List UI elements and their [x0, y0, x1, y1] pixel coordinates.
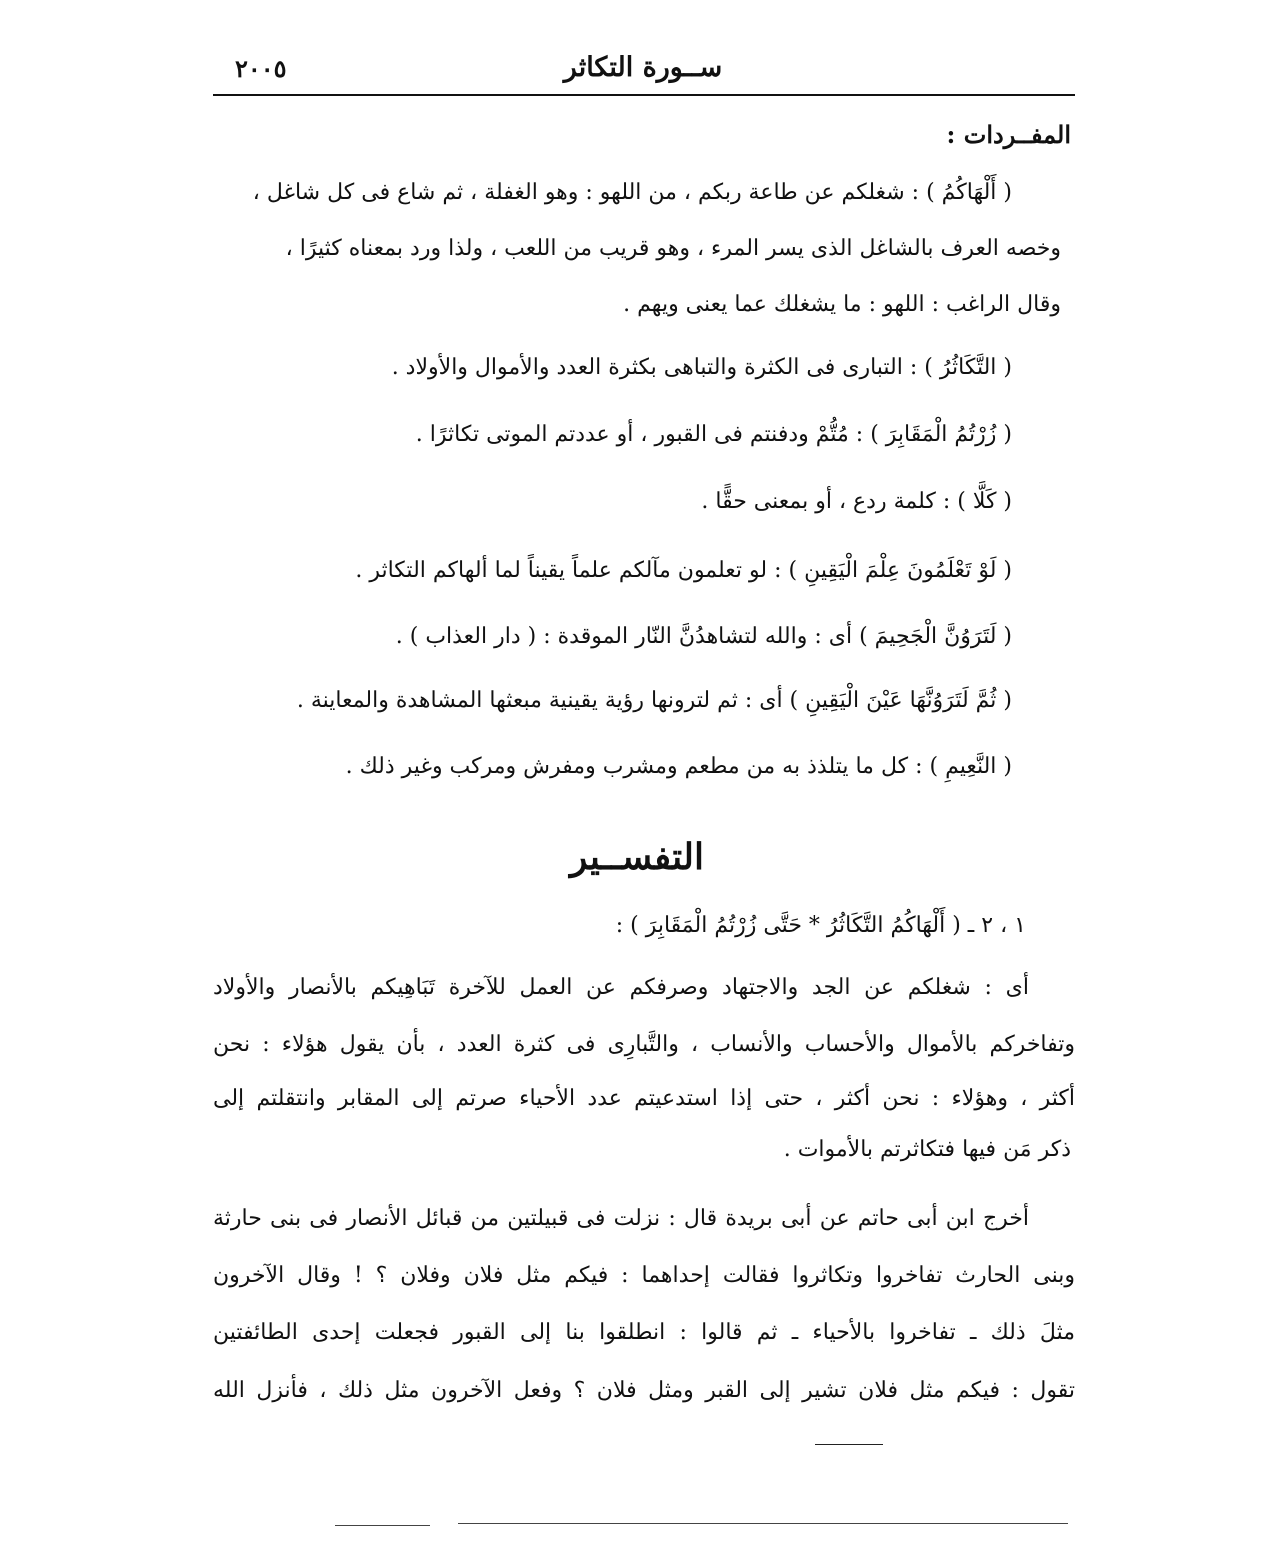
- footnote-separator: [815, 1444, 883, 1445]
- scan-mark-line: [458, 1523, 1068, 1524]
- vocab-line: ( التَّكَاثُرُ ) : التبارى فى الكثرة والتباهى بكثرة العدد والأموال والأولاد .: [391, 355, 1012, 380]
- vocab-line: وخصه العرف بالشاغل الذى يسر المرء ، وهو قريب من اللعب ، ولذا ورد بمعناه كثيرًا ،: [285, 236, 1061, 261]
- vocabulary-heading: المفــردات :: [946, 120, 1071, 149]
- page-number: ٢٠٠٥: [235, 54, 287, 83]
- vocab-line: ( أَلْهَاكُمُ ) : شغلكم عن طاعة ربكم ، من اللهو : وهو الغفلة ، ثم شاع فى كل شاغل ،: [252, 180, 1012, 205]
- paragraph-line: ذكر مَن فيها فتكاثرتم بالأموات .: [783, 1137, 1071, 1162]
- surah-title: ســورة التكاثر: [563, 52, 723, 83]
- paragraph-line: أى : شغلكم عن الجد والاجتهاد وصرفكم عن العمل للآخرة تَبَاهِيكم بالأنصار والأولاد: [213, 975, 1029, 1000]
- paragraph-line: مثلَ ذلك ـ تفاخروا بالأحياء ـ ثم قالوا : انطلقوا بنا إلى القبور فجعلت إحدى الطائفتين: [213, 1320, 1075, 1345]
- header-rule: [213, 94, 1075, 96]
- verse-reference: ١ ، ٢ ـ ( أَلْهَاكُمُ التَّكَاثُرُ * حَتَّى زُرْتُمُ الْمَقَابِرَ ) :: [615, 913, 1026, 938]
- paragraph-line: أخرج ابن أبى حاتم عن أبى بريدة قال : نزلت فى قبيلتين من قبائل الأنصار فى بنى حارثة: [213, 1206, 1029, 1231]
- scan-mark-line: [335, 1525, 430, 1526]
- vocab-line: ( النَّعِيمِ ) : كل ما يتلذذ به من مطعم ومشرب ومفرش ومركب وغير ذلك .: [345, 754, 1012, 779]
- vocab-line: ( كَلَّا ) : كلمة ردع ، أو بمعنى حقًّا .: [701, 489, 1012, 514]
- paragraph-line: وبنى الحارث تفاخروا وتكاثروا فقالت إحداهما : فيكم مثل فلان وفلان ؟ ! وقال الآخرون: [213, 1263, 1075, 1288]
- vocab-line: ( لَتَرَوُنَّ الْجَحِيمَ ) أى : والله لتشاهدُنَّ النّار الموقدة : ( دار العذاب ) .: [395, 624, 1012, 649]
- vocab-line: ( لَوْ تَعْلَمُونَ عِلْمَ الْيَقِينِ ) : لو تعلمون مآلكم علماً يقيناً لما ألهاكم التكاثر .: [355, 558, 1012, 583]
- page-header: [213, 52, 1075, 92]
- paragraph-line: تقول : فيكم مثل فلان تشير إلى القبر ومثل فلان ؟ وفعل الآخرون مثل ذلك ، فأنزل الله: [213, 1378, 1075, 1403]
- vocab-line: ( ثُمَّ لَتَرَوُنَّهَا عَيْنَ الْيَقِينِ ) أى : ثم لترونها رؤية يقينية مبعثها المشاهدة والمعاينة .: [296, 688, 1012, 713]
- vocab-line: وقال الراغب : اللهو : ما يشغلك عما يعنى ويهم .: [623, 292, 1061, 317]
- vocab-line: ( زُرْتُمُ الْمَقَابِرَ ) : مُتُّمْ ودفنتم فى القبور ، أو عددتم الموتى تكاثرًا .: [415, 422, 1012, 447]
- tafsir-heading: التفســير: [570, 836, 704, 878]
- paragraph-line: أكثر ، وهؤلاء : نحن أكثر ، حتى إذا استدعيتم عدد الأحياء صرتم إلى المقابر وانتقلتم إلى: [213, 1086, 1075, 1111]
- paragraph-line: وتفاخركم بالأموال والأحساب والأنساب ، والتَّبارِى فى كثرة العدد ، بأن يقول هؤلاء : نحن: [213, 1032, 1075, 1057]
